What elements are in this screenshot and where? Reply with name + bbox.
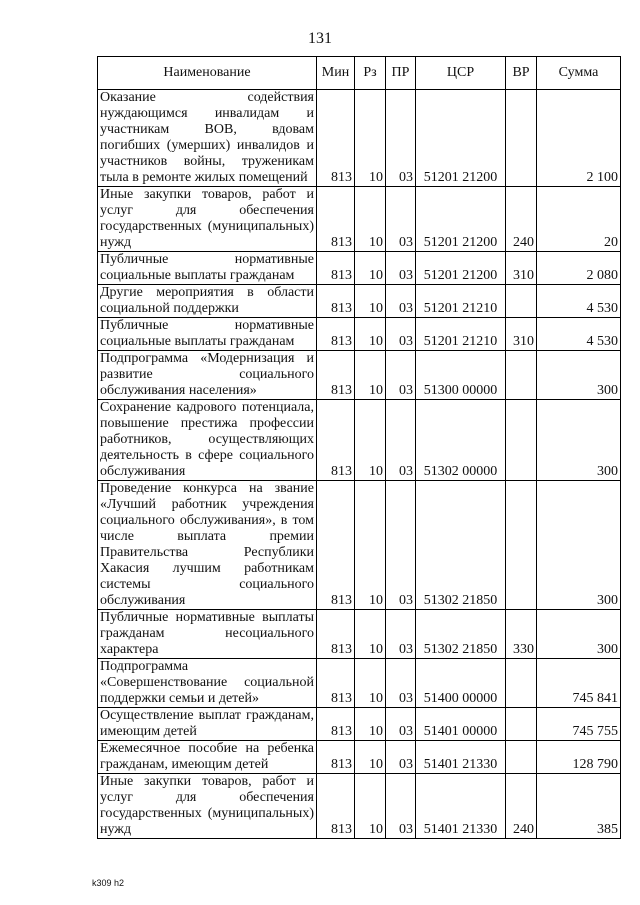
table-row <box>98 351 621 400</box>
table-row <box>98 610 621 659</box>
row-rz: 10 <box>355 318 386 351</box>
row-min: 813 <box>317 400 355 481</box>
row-sum: 2 080 <box>537 252 621 285</box>
row-name: Сохранение кадрового потенциала, повышение престижа профессии работников, осуществляющих деятельность в сфере социального обслуживания <box>98 400 317 481</box>
row-min: 813 <box>317 351 355 400</box>
row-sum: 128 790 <box>537 741 621 774</box>
row-name: Проведение конкурса на звание «Лучший работник учреждения социального обслуживания», в том числе выплата премии Правительства Республики Хакасия лучшим работникам системы социального обслуживания <box>98 481 317 610</box>
header-sum: Сумма <box>537 57 621 90</box>
row-csr: 51201 21200 <box>416 90 506 187</box>
row-vr: 240 <box>506 187 537 252</box>
row-name: Иные закупки товаров, работ и услуг для обеспечения государственных (муниципальных) нужд <box>98 187 317 252</box>
row-min: 813 <box>317 252 355 285</box>
row-sum: 2 100 <box>537 90 621 187</box>
table-row <box>98 481 621 610</box>
row-sum: 300 <box>537 481 621 610</box>
row-rz: 10 <box>355 400 386 481</box>
row-name: Осуществление выплат гражданам, имеющим детей <box>98 708 317 741</box>
row-csr: 51401 21330 <box>416 741 506 774</box>
row-csr: 51302 21850 <box>416 481 506 610</box>
table-row <box>98 774 621 839</box>
row-name: Другие мероприятия в области социальной поддержки <box>98 285 317 318</box>
row-rz: 10 <box>355 659 386 708</box>
row-sum: 300 <box>537 400 621 481</box>
row-min: 813 <box>317 318 355 351</box>
row-rz: 10 <box>355 610 386 659</box>
row-vr <box>506 481 537 610</box>
row-min: 813 <box>317 741 355 774</box>
table-row <box>98 318 621 351</box>
row-pr: 03 <box>386 774 416 839</box>
footer-code: k309 h2 <box>92 878 125 888</box>
row-vr: 310 <box>506 318 537 351</box>
row-csr: 51201 21200 <box>416 252 506 285</box>
row-pr: 03 <box>386 187 416 252</box>
row-name: Оказание содействия нуждающимся инвалидам и участникам ВОВ, вдовам погибших (умерших) инвалидов и участников войны, труженикам тыла в ремонте жилых помещений <box>98 90 317 187</box>
table-row <box>98 187 621 252</box>
row-vr <box>506 90 537 187</box>
row-rz: 10 <box>355 285 386 318</box>
row-vr <box>506 708 537 741</box>
row-sum: 4 530 <box>537 318 621 351</box>
row-name: Публичные нормативные выплаты гражданам несоциального характера <box>98 610 317 659</box>
row-csr: 51400 00000 <box>416 659 506 708</box>
row-min: 813 <box>317 610 355 659</box>
table-row <box>98 285 621 318</box>
row-pr: 03 <box>386 481 416 610</box>
header-csr: ЦСР <box>416 57 506 90</box>
row-min: 813 <box>317 774 355 839</box>
row-csr: 51302 21850 <box>416 610 506 659</box>
row-min: 813 <box>317 90 355 187</box>
row-sum: 745 841 <box>537 659 621 708</box>
row-rz: 10 <box>355 90 386 187</box>
row-csr: 51201 21200 <box>416 187 506 252</box>
row-min: 813 <box>317 708 355 741</box>
page-number: 131 <box>308 30 332 47</box>
row-rz: 10 <box>355 187 386 252</box>
row-rz: 10 <box>355 481 386 610</box>
row-vr <box>506 400 537 481</box>
row-pr: 03 <box>386 252 416 285</box>
row-pr: 03 <box>386 708 416 741</box>
table-row <box>98 708 621 741</box>
row-csr: 51201 21210 <box>416 285 506 318</box>
row-name: Ежемесячное пособие на ребенка гражданам, имеющим детей <box>98 741 317 774</box>
header-vr: ВР <box>506 57 537 90</box>
row-sum: 300 <box>537 610 621 659</box>
row-pr: 03 <box>386 741 416 774</box>
row-pr: 03 <box>386 351 416 400</box>
row-sum: 300 <box>537 351 621 400</box>
row-min: 813 <box>317 285 355 318</box>
row-rz: 10 <box>355 741 386 774</box>
row-csr: 51302 00000 <box>416 400 506 481</box>
row-csr: 51401 00000 <box>416 708 506 741</box>
budget-table <box>97 56 621 839</box>
row-min: 813 <box>317 481 355 610</box>
row-name: Публичные нормативные социальные выплаты гражданам <box>98 252 317 285</box>
row-vr: 310 <box>506 252 537 285</box>
row-sum: 4 530 <box>537 285 621 318</box>
row-vr <box>506 659 537 708</box>
row-vr: 330 <box>506 610 537 659</box>
table-header-row <box>98 57 621 90</box>
header-rz: Рз <box>355 57 386 90</box>
table-row <box>98 400 621 481</box>
row-rz: 10 <box>355 252 386 285</box>
row-pr: 03 <box>386 610 416 659</box>
row-min: 813 <box>317 659 355 708</box>
table-row <box>98 252 621 285</box>
row-csr: 51201 21210 <box>416 318 506 351</box>
header-pr: ПР <box>386 57 416 90</box>
row-rz: 10 <box>355 351 386 400</box>
row-min: 813 <box>317 187 355 252</box>
row-sum: 385 <box>537 774 621 839</box>
table-row <box>98 659 621 708</box>
row-name: Подпрограмма «Совершенствование социальной поддержки семьи и детей» <box>98 659 317 708</box>
row-name: Иные закупки товаров, работ и услуг для обеспечения государственных (муниципальных) нужд <box>98 774 317 839</box>
row-pr: 03 <box>386 90 416 187</box>
header-name: Наименование <box>98 57 317 90</box>
row-rz: 10 <box>355 774 386 839</box>
row-pr: 03 <box>386 659 416 708</box>
row-sum: 745 755 <box>537 708 621 741</box>
row-name: Публичные нормативные социальные выплаты гражданам <box>98 318 317 351</box>
table-row <box>98 90 621 187</box>
row-pr: 03 <box>386 400 416 481</box>
row-vr <box>506 741 537 774</box>
table-row <box>98 741 621 774</box>
row-csr: 51401 21330 <box>416 774 506 839</box>
row-vr: 240 <box>506 774 537 839</box>
header-min: Мин <box>317 57 355 90</box>
row-vr <box>506 351 537 400</box>
row-name: Подпрограмма «Модернизация и развитие социального обслуживания населения» <box>98 351 317 400</box>
row-pr: 03 <box>386 285 416 318</box>
row-pr: 03 <box>386 318 416 351</box>
row-sum: 20 <box>537 187 621 252</box>
row-rz: 10 <box>355 708 386 741</box>
row-vr <box>506 285 537 318</box>
row-csr: 51300 00000 <box>416 351 506 400</box>
